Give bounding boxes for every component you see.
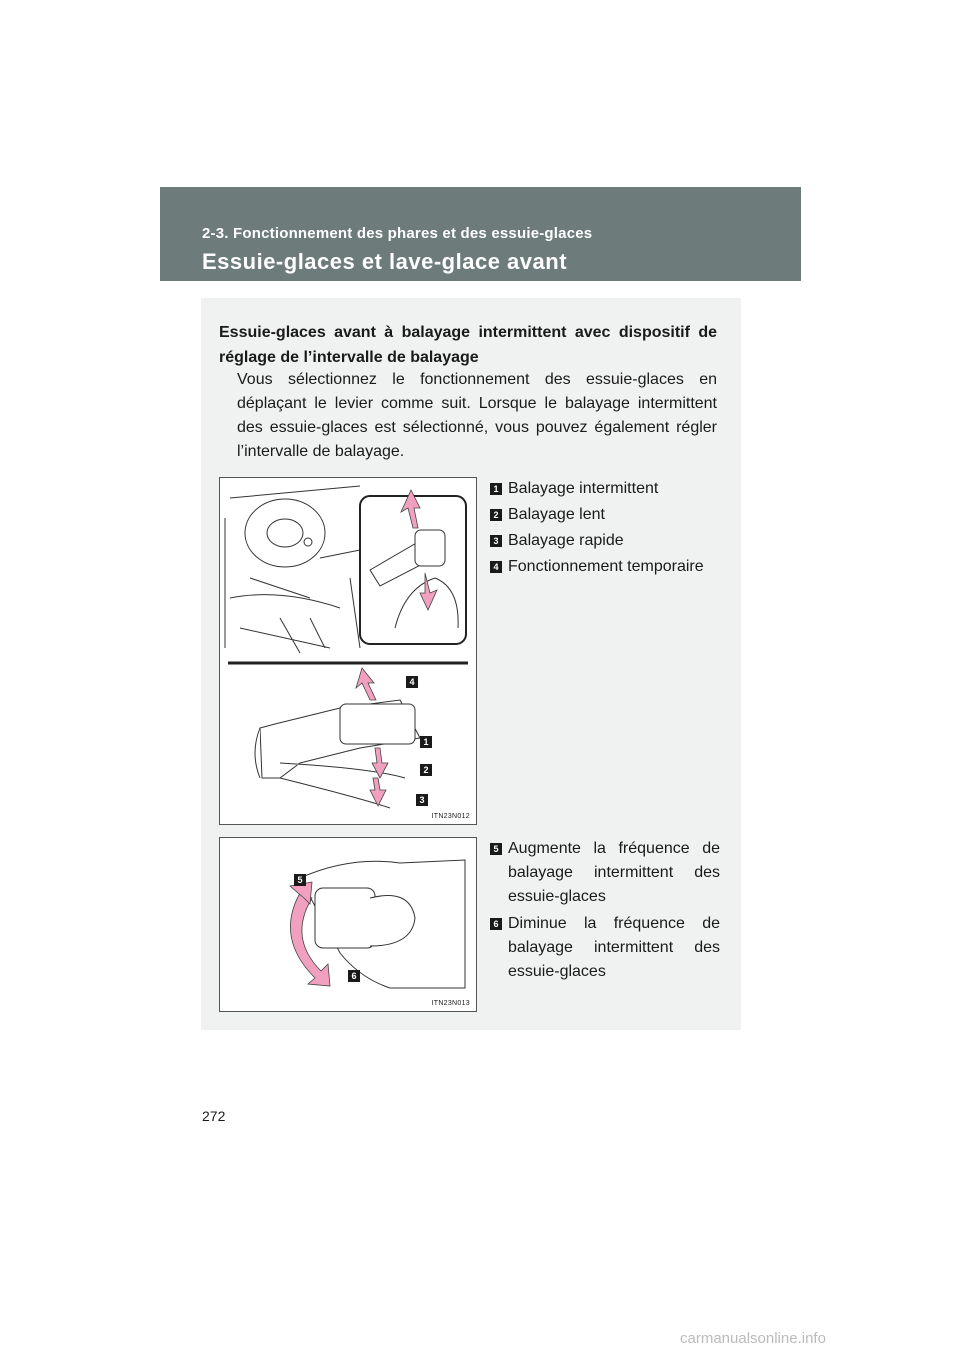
callout-3: 3 xyxy=(416,794,428,806)
number-badge: 2 xyxy=(490,509,502,521)
figure-wiper-interval-ring xyxy=(219,837,477,1012)
number-badge: 6 xyxy=(490,918,502,930)
number-badge: 4 xyxy=(490,561,502,573)
legend-interval-ring xyxy=(490,837,720,987)
section-header xyxy=(160,187,801,281)
legend-text: Diminue la fréquence de balayage intermittent des essuie-glaces xyxy=(508,915,720,980)
panel-heading: Essuie-glaces avant à balayage intermittent avec dispositif de réglage de l’intervalle de balayage xyxy=(219,324,717,366)
page-number: 272 xyxy=(202,1108,226,1124)
figure-code: ITN23N013 xyxy=(431,1000,470,1007)
legend-item xyxy=(490,477,720,501)
footer-watermark: carmanualsonline.info xyxy=(680,1330,826,1347)
section-title: 2-3. Fonctionnement des phares et des essuie-glaces xyxy=(202,225,593,242)
number-badge: 5 xyxy=(490,843,502,855)
page-title: Essuie-glaces et lave-glace avant xyxy=(202,249,568,274)
legend-lever-positions xyxy=(490,477,720,581)
callout-6: 6 xyxy=(348,970,360,982)
interval-ring-illustration xyxy=(220,838,476,1011)
number-badge: 3 xyxy=(490,535,502,547)
callout-5: 5 xyxy=(294,874,306,886)
legend-text: Augmente la fréquence de balayage intermittent des essuie-glaces xyxy=(508,840,720,905)
number-badge: 1 xyxy=(490,483,502,495)
figure-wiper-lever-positions xyxy=(219,477,477,825)
legend-text: Balayage lent xyxy=(508,506,605,523)
legend-text: Balayage intermittent xyxy=(508,480,659,497)
panel-body: Vous sélectionnez le fonctionnement des essuie-glaces en déplaçant le levier comme suit. Lorsque le balayage intermittent des essuie-glaces est sélectionné, vous pouvez également régler l’intervalle de balayage. xyxy=(237,371,717,460)
callout-1: 1 xyxy=(420,736,432,748)
legend-item xyxy=(490,912,720,984)
legend-item xyxy=(490,555,720,579)
legend-text: Balayage rapide xyxy=(508,532,624,549)
callout-4: 4 xyxy=(406,676,418,688)
legend-item xyxy=(490,529,720,553)
legend-item xyxy=(490,837,720,909)
legend-item xyxy=(490,503,720,527)
legend-text: Fonctionnement temporaire xyxy=(508,558,704,575)
callout-2: 2 xyxy=(420,764,432,776)
figure-code: ITN23N012 xyxy=(431,813,470,820)
wiper-lever-illustration xyxy=(220,478,476,824)
